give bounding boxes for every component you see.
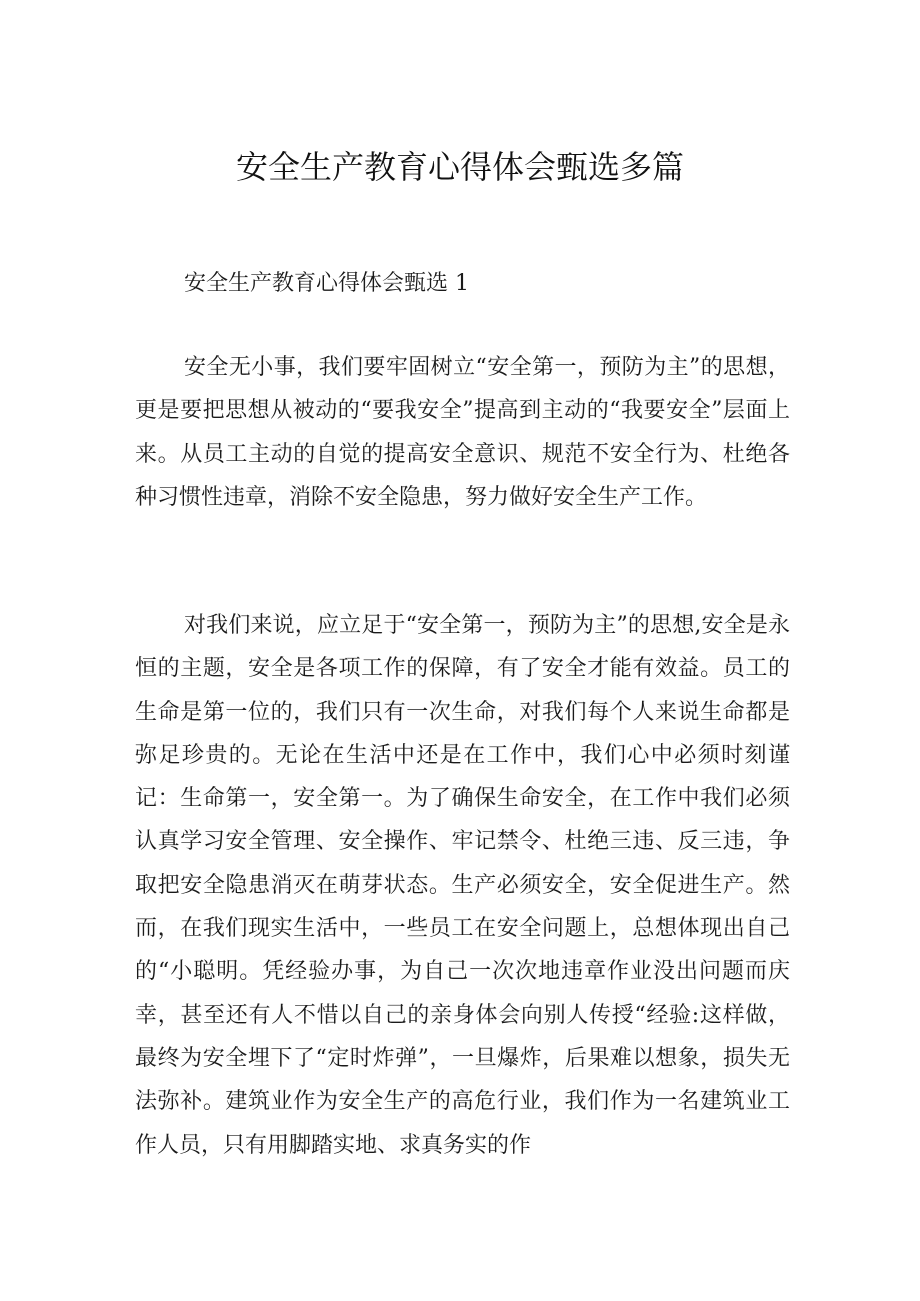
section-heading: 安全生产教育心得体会甄选 1 (184, 271, 469, 296)
body-paragraph-2: 对我们来说，应立足于“安全第一，预防为主”的思想,安全是永恒的主题，安全是各项工作的保障，有了安全才能有效益。员工的生命是第一位的，我们只有一次生命，对我们每个人来说生命都是弥足珍贵的。无论在生活中还是在工作中，我们心中必须时刻谨记：生命第一，安全第一。为了确保生命安全，在工作中我们必须认真学习安全管理、安全操作、牢记禁令、杜绝三违、反三违，争取把安全隐患消灭在萌芽状态。生产必须安全，安全促进生产。然而，在我们现实生活中，一些员工在安全问题上，总想体现出自己的“小聪明。凭经验办事，为自己一次次地违章作业没出问题而庆幸，甚至还有人不惜以自己的亲身体会向别人传授“经验:这样做，最终为安全埋下了“定时炸弹”，一旦爆炸，后果难以想象，损失无法弥补。建筑业作为安全生产的高危行业，我们作为一名建筑业工作人员，只有用脚踏实地、求真务实的作 (135, 613, 790, 1158)
body-paragraph-1: 安全无小事，我们要牢固树立“安全第一，预防为主”的思想，更是要把思想从被动的“要我安全”提高到主动的“我要安全”层面上来。从员工主动的自觉的提高安全意识、规范不安全行为、杜绝各种习惯性违章，消除不安全隐患，努力做好安全生产工作。 (135, 355, 790, 510)
document-title: 安全生产教育心得体会甄选多篇 (235, 148, 684, 187)
